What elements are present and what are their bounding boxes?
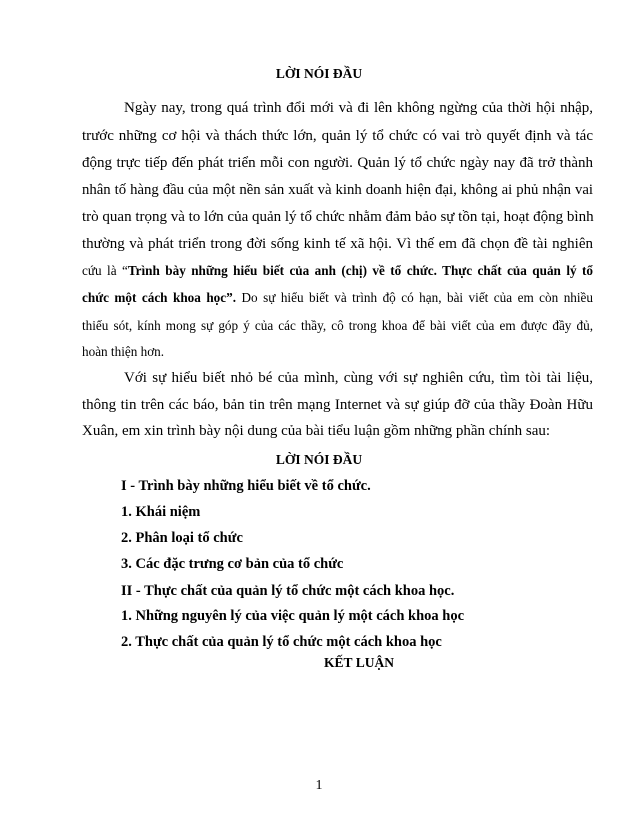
text-line: Ngày nay, trong quá trình đổi mới và đi lên không ngừng của thời hội nhập, [124, 100, 593, 116]
toc-item: 1. Khái niệm [121, 504, 201, 520]
toc-item: 2. Thực chất của quản lý tổ chức một cách khoa học [121, 634, 442, 650]
essay-topic-bold: Trình bày những hiểu biết của anh (chị) về tổ chức. Thực chất của quản lý tổ [127, 263, 593, 278]
essay-topic-bold: chức một cách khoa học”. [82, 290, 236, 305]
text-line: hoàn thiện hơn. [82, 344, 165, 359]
text-span: Do sự hiểu biết và trình độ có hạn, bài viết của em còn nhiều [236, 290, 593, 305]
text-line [82, 261, 593, 281]
toc-conclusion: KẾT LUẬN [324, 655, 394, 670]
text-line: trước những cơ hội và thách thức lớn, quản lý tổ chức có vai trò quyết định và tác [82, 128, 593, 144]
text-line: nhân tố hàng đầu của một nền sản xuất và kinh doanh hiện đại, không ai phủ nhận vai [82, 182, 593, 198]
text-line: động trực tiếp đến phát triển mỗi con người. Quản lý tổ chức ngày nay đã trở thành [82, 155, 593, 171]
page-title: LỜI NÓI ĐẦU [275, 66, 363, 81]
toc-part-1: I - Trình bày những hiểu biết về tổ chức. [121, 478, 371, 494]
toc-part-2: II - Thực chất của quản lý tổ chức một cách khoa học. [121, 583, 455, 599]
text-line: thường và phát triển trong đời sống kinh tế xã hội. Vì thế em đã chọn đề tài nghiên [82, 236, 593, 252]
text-line [82, 288, 593, 308]
toc-heading: LỜI NÓI ĐẦU [275, 452, 363, 467]
page-number: 1 [315, 778, 323, 793]
text-line: Xuân, em xin trình bày nội dung của bài tiểu luận gồm những phần chính sau: [82, 423, 551, 439]
text-line: thiếu sót, kính mong sự góp ý của các thầy, cô trong khoa để bài viết của em được đầy đủ, [82, 318, 593, 333]
toc-item: 1. Những nguyên lý của việc quản lý một cách khoa học [121, 608, 465, 624]
toc-item: 2. Phân loại tổ chức [121, 530, 243, 546]
text-line: trò quan trọng và to lớn của quản lý tổ chức nhằm đảm bảo sự tồn tại, hoạt động bình [82, 209, 594, 225]
text-span: cứu là “ [82, 263, 128, 278]
text-line: Với sự hiểu biết nhỏ bé của mình, cùng với sự nghiên cứu, tìm tòi tài liệu, [124, 370, 593, 386]
toc-item: 3. Các đặc trưng cơ bản của tổ chức [121, 556, 344, 572]
text-line: thông tin trên các báo, bản tin trên mạng Internet và sự giúp đỡ của thầy Đoàn Hữu [82, 397, 593, 413]
